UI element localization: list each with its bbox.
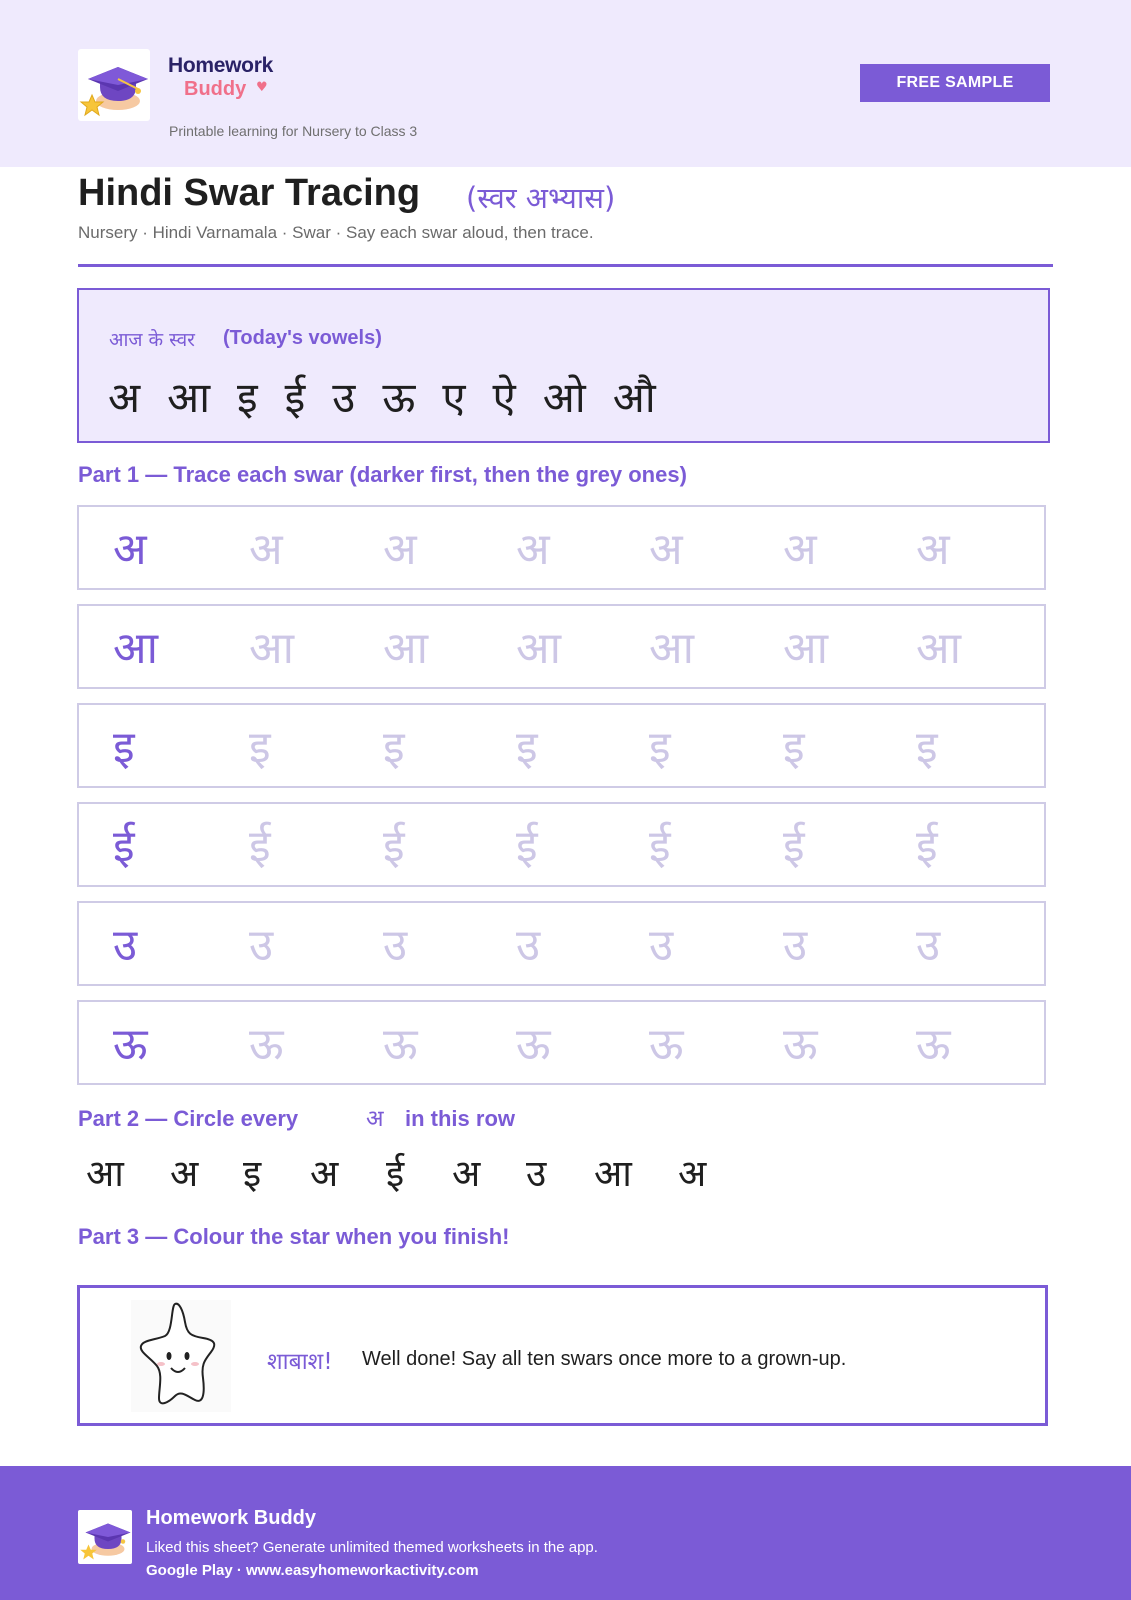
trace-letter[interactable]: ऊ: [916, 1019, 951, 1070]
vowel: ऊ: [382, 373, 416, 422]
circle-letter[interactable]: अ: [452, 1152, 481, 1195]
trace-letter[interactable]: ऊ: [783, 1019, 818, 1070]
trace-letter[interactable]: उ: [516, 920, 541, 971]
trace-row: [77, 703, 1046, 788]
circle-letter[interactable]: आ: [86, 1152, 124, 1195]
trace-row: [77, 901, 1046, 986]
part2-target-letter: अ: [366, 1106, 384, 1132]
praise-english: Well done! Say all ten swars once more to a grown-up.: [362, 1348, 847, 1370]
circle-letter[interactable]: अ: [310, 1152, 339, 1195]
graduation-cap-icon: [78, 1510, 132, 1564]
heart-icon: ﻿♥: [256, 80, 268, 95]
trace-letter[interactable]: इ: [783, 722, 805, 773]
trace-letter[interactable]: ऊ: [516, 1019, 551, 1070]
trace-letter[interactable]: आ: [649, 623, 694, 674]
trace-letter[interactable]: इ: [249, 722, 271, 773]
trace-letter[interactable]: ई: [516, 821, 538, 872]
trace-letter[interactable]: आ: [383, 623, 428, 674]
trace-letter[interactable]: अ: [783, 524, 817, 575]
tagline: Printable learning for Nursery to Class 3: [169, 123, 418, 139]
trace-letter[interactable]: ई: [649, 821, 671, 872]
trace-letter[interactable]: उ: [783, 920, 808, 971]
trace-letter[interactable]: आ: [783, 623, 828, 674]
trace-letter[interactable]: उ: [383, 920, 408, 971]
divider: [78, 264, 1053, 267]
circle-letter[interactable]: अ: [170, 1152, 199, 1195]
part3-heading: Part 3 — Colour the star when you finish!: [78, 1224, 510, 1249]
part2-heading: Part 2 — Circle every: [78, 1106, 299, 1131]
footer-promo-text: Liked this sheet? Generate unlimited themed worksheets in the app.: [146, 1539, 598, 1556]
page-title: Hindi Swar Tracing: [78, 172, 421, 214]
circle-letter[interactable]: अ: [678, 1152, 707, 1195]
vowel: औ: [612, 373, 656, 422]
trace-letter[interactable]: ई: [916, 821, 938, 872]
trace-row: [77, 604, 1046, 689]
part2-heading-end: in this row: [405, 1106, 515, 1131]
vowel: आ: [167, 373, 211, 422]
circle-letter[interactable]: आ: [594, 1152, 632, 1195]
vowels-label-hindi: आज के स्वर: [109, 329, 195, 351]
vowel-list: [108, 368, 656, 425]
vowel: ई: [284, 373, 306, 422]
vowel: अ: [108, 373, 141, 422]
trace-letter[interactable]: ऊ: [383, 1019, 418, 1070]
trace-letter[interactable]: आ: [916, 623, 961, 674]
footer-links[interactable]: Google Play · www.easyhomeworkactivity.com: [146, 1562, 479, 1579]
trace-letter[interactable]: ई: [249, 821, 271, 872]
trace-letter[interactable]: ई: [783, 821, 805, 872]
vowel: ए: [442, 373, 466, 422]
trace-row: [77, 505, 1046, 590]
trace-letter[interactable]: अ: [383, 524, 417, 575]
trace-model-letter: अ: [113, 524, 147, 575]
praise-hindi: शाबाश!: [267, 1349, 333, 1375]
trace-letter[interactable]: अ: [516, 524, 550, 575]
trace-letter[interactable]: इ: [916, 722, 938, 773]
trace-letter[interactable]: उ: [249, 920, 274, 971]
page-footer: [0, 1466, 1131, 1600]
trace-letter[interactable]: उ: [916, 920, 941, 971]
trace-letter[interactable]: अ: [649, 524, 683, 575]
vowel: ऐ: [492, 373, 516, 422]
trace-letter[interactable]: अ: [249, 524, 283, 575]
vowel: इ: [237, 373, 258, 422]
vowels-label-english: (Today's vowels): [223, 327, 382, 349]
trace-letter[interactable]: इ: [649, 722, 671, 773]
trace-letter[interactable]: ऊ: [649, 1019, 684, 1070]
page-title-hindi: (स्वर अभ्यास): [466, 181, 616, 215]
trace-letter[interactable]: ई: [383, 821, 405, 872]
trace-model-letter: आ: [113, 623, 158, 674]
vowel: उ: [332, 373, 356, 422]
trace-letter[interactable]: अ: [916, 524, 950, 575]
free-sample-badge: FREE SAMPLE: [860, 64, 1050, 102]
trace-letter[interactable]: इ: [516, 722, 538, 773]
trace-letter[interactable]: उ: [649, 920, 674, 971]
page-subtitle: Nursery · Hindi Varnamala · Swar · Say each swar aloud, then trace.: [78, 223, 594, 242]
trace-letter[interactable]: इ: [383, 722, 405, 773]
circle-letter[interactable]: उ: [526, 1152, 547, 1195]
vowel: ओ: [542, 373, 586, 422]
trace-row: [77, 802, 1046, 887]
trace-model-letter: उ: [113, 920, 138, 971]
brand-name: Homework: [168, 54, 273, 77]
graduation-cap-icon: [78, 49, 150, 121]
trace-letter[interactable]: ऊ: [249, 1019, 284, 1070]
circle-letter[interactable]: ई: [386, 1152, 405, 1195]
trace-model-letter: ई: [113, 821, 135, 872]
footer-brand-name: Homework Buddy: [146, 1507, 317, 1529]
part1-heading: Part 1 — Trace each swar (darker first, then the grey ones): [78, 462, 687, 487]
trace-model-letter: इ: [113, 722, 135, 773]
brand-name-sub: Buddy: [184, 78, 247, 100]
star-outline-icon[interactable]: [131, 1300, 231, 1412]
trace-model-letter: ऊ: [113, 1019, 148, 1070]
trace-row: [77, 1000, 1046, 1085]
trace-letter[interactable]: आ: [516, 623, 561, 674]
circle-letter[interactable]: इ: [243, 1152, 262, 1195]
trace-letter[interactable]: आ: [249, 623, 294, 674]
